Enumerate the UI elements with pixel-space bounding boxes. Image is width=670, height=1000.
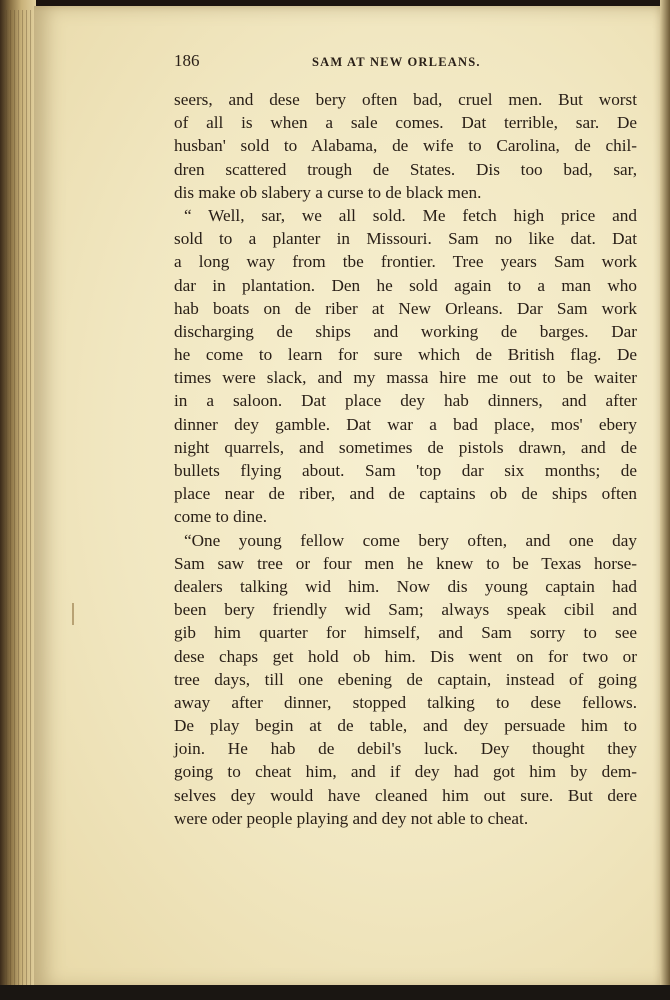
- text-line: bullets flying about. Sam 'top dar six months; de: [174, 461, 637, 480]
- text-line: husban' sold to Alabama, de wife to Carolina, de chil-: [174, 136, 637, 156]
- text-line: discharging de ships and working de barges. Dar: [174, 321, 637, 341]
- text-line: gib him quarter for himself, and Sam sorry to see: [174, 623, 637, 643]
- text-line: he come to learn for sure which de British flag. De: [174, 345, 637, 365]
- text-line: dren scattered trough de States. Dis too bad, sar,: [174, 159, 637, 179]
- text-line: sold to a planter in Missouri. Sam no like dat. Dat: [174, 229, 637, 249]
- text-line: hab boats on de riber at New Orleans. Dar Sam work: [174, 298, 637, 318]
- text-line: been bery friendly wid Sam; always speak cibil and: [174, 600, 637, 620]
- body-text: [174, 88, 637, 830]
- text-line: place near de riber, and de captains ob de ships often: [174, 484, 637, 504]
- text-line: Sam saw tree or four men he knew to be Texas horse-: [174, 553, 637, 573]
- text-line: were oder people playing and dey not able to cheat.: [174, 808, 529, 828]
- right-page-edge: [660, 0, 670, 1000]
- text-line: times were slack, and my massa hire me out to be waiter: [174, 368, 637, 388]
- text-line: dinner dey gamble. Dat war a bad place, mos' ebery: [174, 414, 637, 434]
- text-line: “ Well, sar, we all sold. Me fetch high price and: [184, 205, 637, 225]
- bottom-scan-border: [0, 985, 670, 1000]
- text-line: come to dine.: [174, 507, 268, 527]
- text-line: night quarrels, and sometimes de pistols drawn, and de: [174, 437, 637, 457]
- text-line: away after dinner, stopped talking to dese fellows.: [174, 692, 637, 712]
- text-line: seers, and dese bery often bad, cruel men. But worst: [174, 90, 637, 109]
- text-line: tree days, till one ebening de captain, instead of going: [174, 669, 637, 689]
- page-number: 186: [174, 51, 200, 70]
- text-line: of all is when a sale comes. Dat terrible, sar. De: [174, 113, 637, 133]
- text-line: in a saloon. Dat place dey hab dinners, and after: [174, 391, 637, 411]
- text-line: dealers talking wid him. Now dis young captain had: [174, 576, 637, 596]
- text-line: De play begin at de table, and dey persuade him to: [174, 716, 637, 736]
- text-line: dis make ob slabery a curse to de black men.: [174, 182, 482, 202]
- text-line: dese chaps get hold ob him. Dis went on for two or: [174, 646, 637, 666]
- text-line: selves dey would have cleaned him out sure. But dere: [174, 785, 637, 805]
- page-header: [174, 50, 638, 74]
- text-line: a long way from tbe frontier. Tree years Sam work: [174, 252, 637, 272]
- page-edge-stripes: [6, 10, 34, 985]
- text-line: going to cheat him, and if dey had got him by dem-: [174, 762, 637, 782]
- text-line: join. He hab de debil's luck. Dey thought they: [174, 739, 637, 759]
- running-head: SAM AT NEW ORLEANS.: [312, 55, 481, 69]
- text-line: dar in plantation. Den he sold again to a man who: [174, 275, 637, 295]
- text-line: “One young fellow come bery often, and one day: [184, 530, 637, 550]
- margin-mark: [72, 603, 74, 625]
